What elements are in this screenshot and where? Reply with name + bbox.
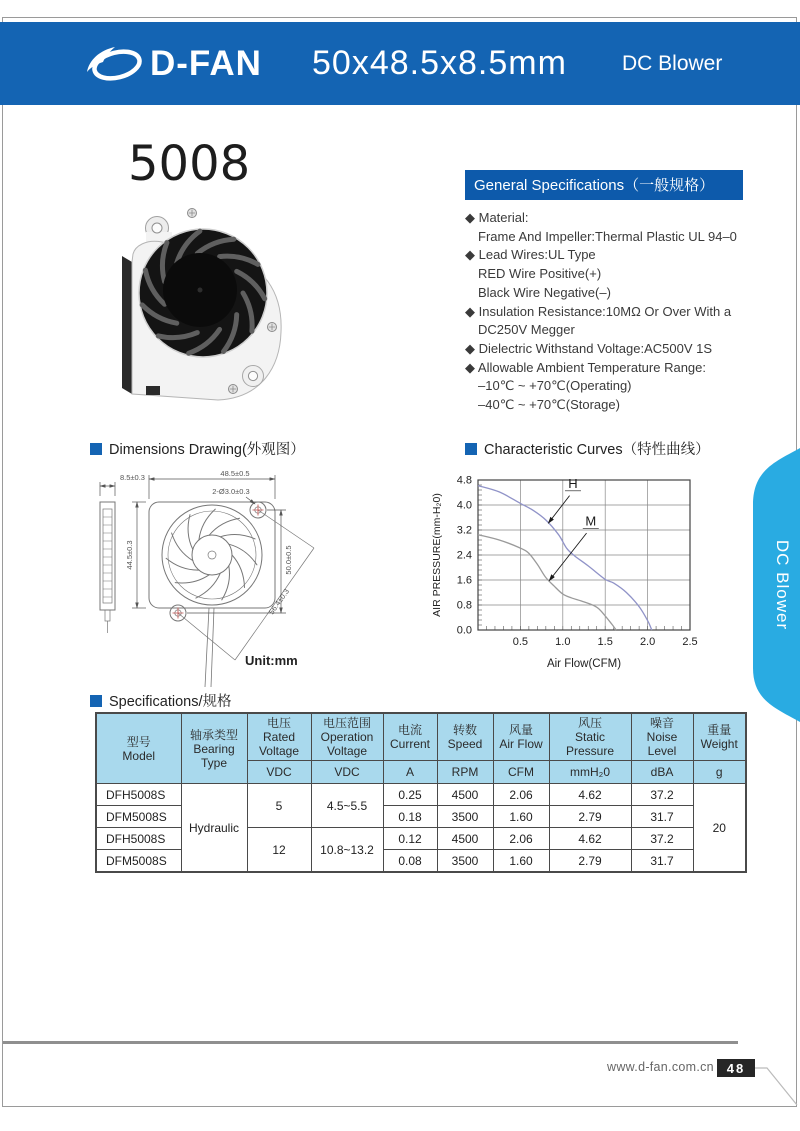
cell-speed: 3500 [437,806,493,828]
cell-speed: 3500 [437,850,493,873]
cell-model: DFH5008S [96,784,181,806]
cell-noise: 31.7 [631,806,693,828]
section-bullet-icon [465,443,477,455]
spec-line: ◆ Lead Wires:UL Type [465,247,596,263]
cell-rated-voltage: 5 [247,784,311,828]
svg-text:Air Flow(CFM): Air Flow(CFM) [546,658,622,670]
page-title: 50x48.5x8.5mm [312,44,567,82]
cell-rated-voltage: 12 [247,828,311,873]
spec-line: DC250V Megger [478,322,575,338]
header-bar [0,22,800,105]
dim-label: 50.0±0.5 [284,545,293,575]
col-header-pressure: 风压 Static Pressure [549,713,631,761]
col-header-model: 型号 Model [96,713,181,784]
cell-speed: 4500 [437,828,493,850]
cell-voltage-range: 10.8~13.2 [311,828,383,873]
cell-airflow: 2.06 [493,828,549,850]
svg-text:1.0: 1.0 [555,636,571,648]
table-row [96,784,746,806]
cell-voltage-range: 4.5~5.5 [311,784,383,828]
svg-text:2.5: 2.5 [682,636,698,648]
unit-cell: CFM [493,761,549,784]
col-header-noise: 噪音 Noise Level [631,713,693,761]
cell-airflow: 1.60 [493,850,549,873]
spec-line: –10℃ ~ +70℃(Operating) [478,378,632,394]
svg-text:0.8: 0.8 [456,599,472,612]
general-specs-list [465,209,743,415]
general-specifications [465,170,743,415]
swoosh-logo-icon [84,41,146,87]
model-number: 5008 [128,136,251,192]
section-title-text: Characteristic Curves（特性曲线） [484,442,710,458]
unit-cell: VDC [311,761,383,784]
cell-airflow: 2.06 [493,784,549,806]
col-header-speed: 转数 Speed [437,713,493,761]
svg-text:M: M [585,513,597,529]
cell-current: 0.18 [383,806,437,828]
section-bullet-icon [90,443,102,455]
cell-current: 0.12 [383,828,437,850]
cell-speed: 4500 [437,784,493,806]
col-header-current: 电流 Current [383,713,437,761]
col-header-airflow: 风量 Air Flow [493,713,549,761]
cell-airflow: 1.60 [493,806,549,828]
cell-current: 0.08 [383,850,437,873]
cell-noise: 37.2 [631,828,693,850]
svg-text:H: H [568,475,578,491]
unit-cell: dBA [631,761,693,784]
col-header-operation-voltage: 电压范围 Operation Voltage [311,713,383,761]
product-photo [100,196,315,411]
cell-model: DFH5008S [96,828,181,850]
spec-line: ◆ Dielectric Withstand Voltage:AC500V 1S [465,340,713,356]
col-header-bearing: 轴承类型 Bearing Type [181,713,247,784]
unit-cell: VDC [247,761,311,784]
cell-pressure: 4.62 [549,828,631,850]
svg-text:AIR PRESSURE(mm-H₂0): AIR PRESSURE(mm-H₂0) [431,493,443,617]
svg-text:3.2: 3.2 [456,524,472,537]
col-header-weight: 重量 Weight [693,713,746,761]
svg-text:2.0: 2.0 [639,636,656,648]
col-header-rated-voltage: 电压 Rated Voltage [247,713,311,761]
dim-label: 48.5±0.5 [220,469,250,478]
cell-noise: 37.2 [631,784,693,806]
brand-logo [84,22,262,105]
characteristic-curves-chart [428,462,728,677]
svg-text:1.5: 1.5 [597,636,613,648]
svg-text:4.8: 4.8 [456,474,472,487]
section-specifications [90,690,232,711]
spec-line: ◆ Allowable Ambient Temperature Range: [465,359,707,375]
cell-noise: 31.7 [631,850,693,873]
section-dimensions [90,438,305,459]
spec-line: RED Wire Positive(+) [478,266,602,282]
footer-separator [3,1041,738,1044]
svg-text:2.4: 2.4 [456,549,472,562]
footer-corner-line [755,1062,799,1107]
cell-model: DFM5008S [96,806,181,828]
unit-cell: mmH₂0 [549,761,631,784]
side-tab-label: DC Blower [773,539,792,631]
section-title-text: Specifications/规格 [109,694,232,710]
cell-pressure: 4.62 [549,784,631,806]
cell-model: DFM5008S [96,850,181,873]
unit-cell: RPM [437,761,493,784]
website-url[interactable]: www.d-fan.com.cn [607,1060,714,1074]
specifications-table [95,712,747,873]
brand-name: D-FAN [150,43,262,83]
cell-bearing: Hydraulic [181,784,247,873]
cell-current: 0.25 [383,784,437,806]
section-curves [465,438,710,459]
unit-cell: A [383,761,437,784]
spec-line: –40℃ ~ +70℃(Storage) [478,397,620,413]
cell-pressure: 2.79 [549,850,631,873]
svg-text:4.0: 4.0 [456,499,472,512]
spec-line: ◆ Insulation Resistance:10MΩ Or Over With a [465,303,732,319]
spec-line: Frame And Impeller:Thermal Plastic UL 94–0 [478,228,737,244]
section-bullet-icon [90,695,102,707]
unit-label: Unit:mm [245,653,298,668]
cell-weight: 20 [693,784,746,873]
svg-text:1.6: 1.6 [456,574,472,587]
cell-pressure: 2.79 [549,806,631,828]
dim-label: 8.5±0.3 [120,473,145,482]
dim-label: 44.5±0.3 [125,540,134,570]
dim-label: 2-Ø3.0±0.3 [212,487,250,496]
page-number-badge: 48 [717,1059,755,1077]
spec-line: ◆ Material: [465,210,529,225]
svg-text:0.0: 0.0 [456,624,472,637]
svg-text:0.5: 0.5 [512,636,529,648]
dim-label: 56.4±0.3 [266,587,291,617]
unit-cell: g [693,761,746,784]
dimensions-drawing [85,463,415,691]
product-category: DC Blower [622,51,723,75]
spec-line: Black Wire Negative(–) [478,284,611,300]
side-category-tab [753,430,800,730]
section-title-text: Dimensions Drawing(外观图） [109,442,305,458]
general-specs-title: General Specifications（一般规格） [465,170,743,200]
